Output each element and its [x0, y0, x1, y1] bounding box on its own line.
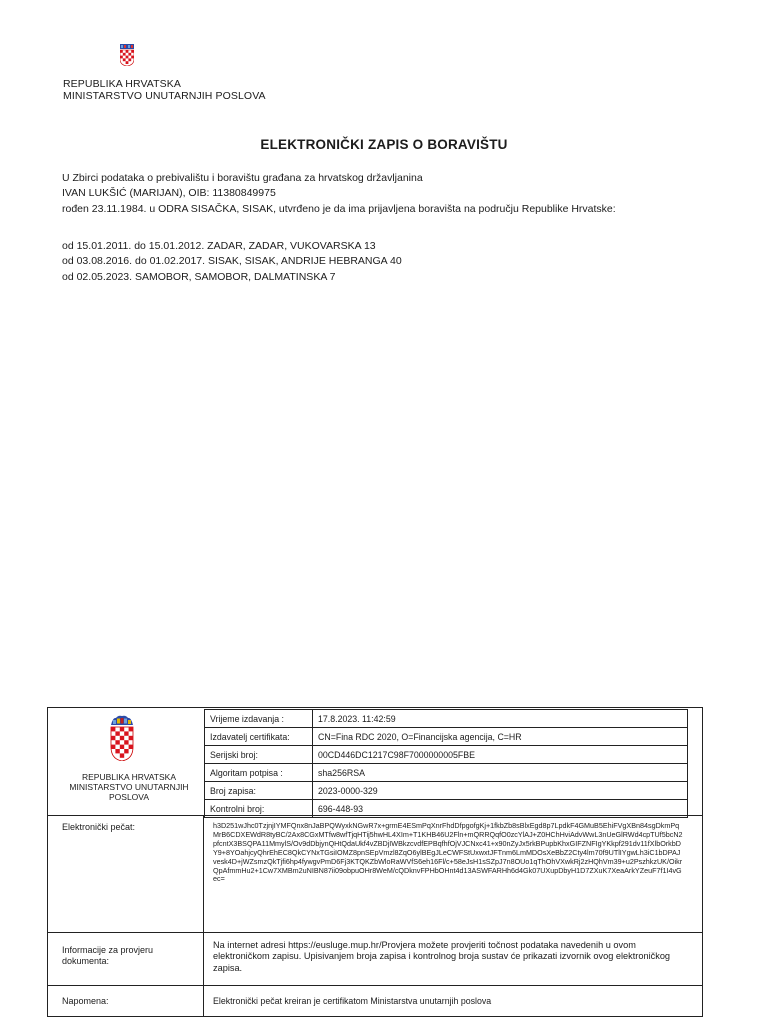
row-label: Kontrolni broj:: [205, 800, 313, 818]
verification-info: Na internet adresi https://eusluge.mup.hr/Provjera možete provjeriti točnost podataka navedenih u ovom elektroničkom zapisu. Upisivanjem broja zapisa i kontrolnog broja sustav će prikazati izvornik ovog elektroničkog zapisa.: [213, 940, 671, 973]
document-title: ELEKTRONIČKI ZAPIS O BORAVIŠTU: [260, 137, 508, 152]
seal-value: h3D251wJhc0TzjnjIYMFQnx8nJaBPQWyxkNGwR7x+grmE4ESmPqXnrFhdDfpgofgKj+1fkbZb8sBlxEgd8p7LpdkF4GMuB5EhiFVgXBn84sgDkmPqMrB6CDXEWdR8tyBC/2Ax8CGxMTfw8wfTjqHTij5hwHL4XIm+T1KHB46U2Fln+mQRRQqfO0zcYlAJ+Z0HChHviAdvWwL3nUeGlRWd4cpTUf5bcN2pfcntX3BSQPA11MmylS/Ov9dDbjynQHtQdaUkf4vZBDjIWBkzcvdfEPBqfhfOjVJCNxc41+x90nZyJx5rkBPupbKhxGIFZNFIgYKkpf291dv11fXlbOrkbDY9+8YOahjcyQhrEhEC8QkCYNxTGsiIOMZ8pnSEpVmzl8ZqO6ylBEgJLeCWFStUxwxtJFTnm6LmMDOsXeBbZ2Cty4lm70f9UTlIYgwLh3iC1bDPAJvesk4D+jWZsmzQkTjfi6hp4fywgvPmD6Fj3KTQKZbWloRaWVfS6eh16Fl/c+58eJsH1sSZpJ7n8OUo1qThOhVXwkRj2zHQhVm39+u2PszhkzUK/OikrQpAfmmHu2+1Cw7XMBm2uNIBN87ii09obpuOHr8WeM/cQDknvFPHbOHnt4d13ASWFARHh6d4Gk07UXupDbyH1D7ZXuK7XeaArkYZeuF7f1I4vGec=: [213, 821, 683, 884]
seal-org-line3: POSLOVA: [109, 792, 149, 802]
address-list: [62, 239, 622, 285]
row-value: 00CD446DC1217C98F7000000005FBE: [313, 746, 688, 764]
address-item: od 02.05.2023. SAMOBOR, SAMOBOR, DALMATINSKA 7: [62, 270, 336, 283]
row-value: CN=Fina RDC 2020, O=Financijska agencija, C=HR: [313, 728, 688, 746]
seal-issuer: [57, 772, 201, 802]
table-row: [205, 710, 688, 728]
verification-label-line1: Informacije za provjeru: [62, 945, 154, 955]
address-item: od 15.01.2011. do 15.01.2012. ZADAR, ZADAR, VUKOVARSKA 13: [62, 240, 376, 252]
birth-line: rođen 23.11.1984. u ODRA SISAČKA, SISAK, utvrđeno je da ima prijavljena boravišta na području Republike Hrvatske:: [62, 202, 616, 215]
row-label: Broj zapisa:: [205, 782, 313, 800]
table-row: [205, 782, 688, 800]
certificate-info-table: [204, 709, 688, 818]
row-label: Algoritam potpisa :: [205, 764, 313, 782]
row-label: Serijski broj:: [205, 746, 313, 764]
row-value: sha256RSA: [313, 764, 688, 782]
note-value: Elektronički pečat kreiran je certifikatom Ministarstva unutarnjih poslova: [213, 996, 492, 1006]
row-value: 2023-0000-329: [313, 782, 688, 800]
row-label: Vrijeme izdavanja :: [205, 710, 313, 728]
seal-label: Elektronički pečat:: [62, 822, 136, 832]
croatian-coat-of-arms-icon: [120, 44, 134, 66]
row-value: 696-448-93: [313, 800, 688, 818]
verification-label-line2: dokumenta:: [62, 956, 110, 966]
issuer-header: [63, 78, 266, 102]
address-item: od 03.08.2016. do 01.02.2017. SISAK, SISAK, ANDRIJE HEBRANGA 40: [62, 255, 402, 268]
seal-org-line1: REPUBLIKA HRVATSKA: [81, 772, 176, 782]
divider: [203, 815, 204, 1017]
divider: [47, 815, 703, 816]
document-body: [62, 171, 622, 217]
croatian-coat-of-arms-icon: [110, 715, 134, 761]
intro-line: U Zbirci podataka o prebivalištu i boravištu građana za hrvatskog državljanina: [62, 172, 423, 184]
verification-label: [62, 945, 153, 967]
row-value: 17.8.2023. 11:42:59: [313, 710, 688, 728]
header-org-line1: REPUBLIKA HRVATSKA: [63, 78, 181, 90]
divider: [47, 985, 703, 986]
table-row: [205, 728, 688, 746]
seal-org-line2: MINISTARSTVO UNUTARNJIH: [69, 782, 189, 792]
divider: [47, 932, 703, 933]
table-row: [205, 746, 688, 764]
table-row: [205, 764, 688, 782]
person-line: IVAN LUKŠIĆ (MARIJAN), OIB: 11380849975: [62, 187, 276, 200]
note-label: Napomena:: [62, 996, 109, 1006]
row-label: Izdavatelj certifikata:: [205, 728, 313, 746]
header-org-line2: MINISTARSTVO UNUTARNJIH POSLOVA: [63, 90, 266, 102]
